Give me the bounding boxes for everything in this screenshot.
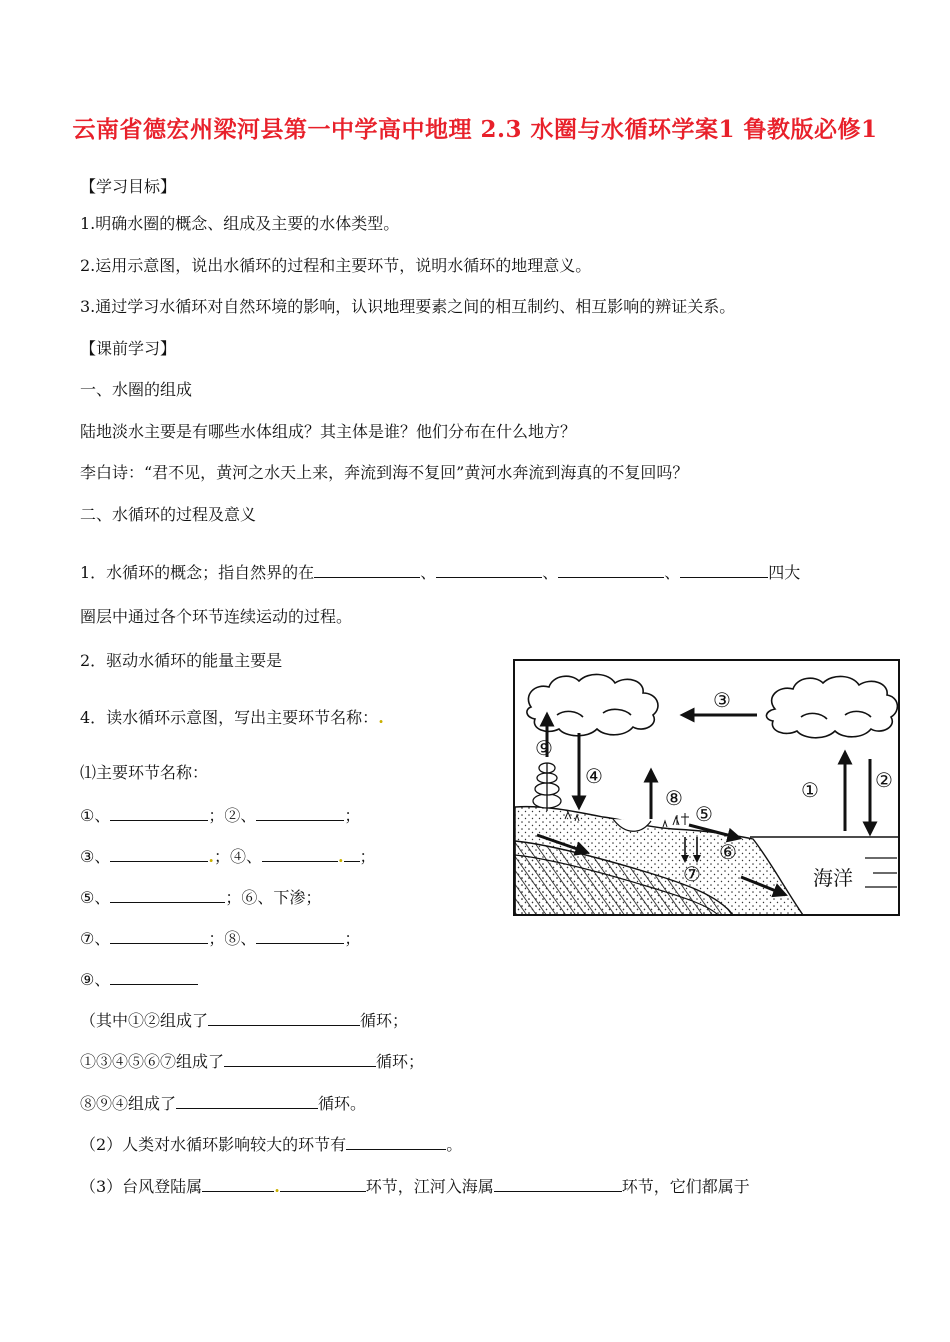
question-freshwater: 陆地淡水主要是有哪些水体组成？其主体是谁？他们分布在什么地方？ [80,422,577,441]
answer-row-1: ①、 ；②、 ； [80,806,361,825]
subquestion-1: ⑴主要环节名称： [80,763,209,782]
blank-cycle-2[interactable] [224,1050,376,1067]
blank-sphere-3[interactable] [558,561,664,578]
typhoon-question: （3）台风登陆属 . 环节，江河入海属 环节，它们都属于 [80,1177,750,1196]
blank-item-1[interactable] [110,804,208,821]
blank-sphere-2[interactable] [436,561,542,578]
answer-row-3: ⑤、 ；⑥、下渗； [80,888,322,907]
blank-item-7[interactable] [110,927,208,944]
label-7: ⑦ [683,862,701,886]
blank-typhoon-b[interactable] [280,1175,366,1192]
label-6: ⑥ [719,840,737,864]
answer-row-2: ③、 .；④、 . ； [80,847,376,866]
blank-human-impact[interactable] [346,1133,446,1150]
composition-2: ①③④⑤⑥⑦组成了 循环； [80,1052,425,1071]
blank-item-5[interactable] [110,886,225,903]
blank-item-3[interactable] [110,845,208,862]
label-4: ④ [585,764,603,788]
composition-3: ⑧⑨④组成了 循环。 [80,1094,367,1113]
energy-question: 2．驱动水循环的能量主要是 [80,651,283,670]
blank-cycle-3[interactable] [176,1092,318,1109]
concept-prefix: 1．水循环的概念；指自然界的在 [80,563,315,582]
blank-item-4[interactable] [262,845,338,862]
separator: 、 [420,563,437,582]
label-8: ⑧ [665,786,683,810]
goal-1: 1.明确水圈的概念、组成及主要的水体类型。 [80,214,400,233]
marker-dot: . [378,708,384,727]
human-impact-question: （2）人类对水循环影响较大的环节有 。 [80,1135,463,1154]
blank-sphere-1[interactable] [314,561,420,578]
concept-line-2: 圈层中通过各个环节连续运动的过程。 [80,607,353,626]
blank-cycle-1[interactable] [208,1009,360,1026]
concept-line [80,561,800,584]
label-2: ② [875,768,893,792]
document-title: 云南省德宏州梁河县第一中学高中地理 2.3 水圈与水循环学案1 鲁教版必修1 [72,116,878,143]
prestudy-heading: 【课前学习】 [80,339,177,358]
blank-item-8[interactable] [256,927,344,944]
separator: 、 [664,563,681,582]
water-cycle-diagram [513,659,900,916]
goals-heading: 【学习目标】 [80,177,177,196]
separator: 、 [542,563,559,582]
blank-river-sea[interactable] [494,1175,622,1192]
label-9: ⑨ [535,736,553,760]
label-5: ⑤ [695,802,713,826]
goal-2: 2.运用示意图，说出水循环的过程和主要环节，说明水循环的地理意义。 [80,256,592,275]
part1-heading: 一、水圈的组成 [80,380,193,399]
composition-1: （其中①②组成了 循环； [80,1011,409,1030]
concept-suffix: 四大 [768,563,801,582]
label-3: ③ [713,688,731,712]
read-diagram-instruction: 4．读水循环示意图，写出主要环节名称：. [80,708,384,727]
ocean-label: 海洋 [813,866,853,890]
part2-heading: 二、水循环的过程及意义 [80,505,257,524]
answer-row-4: ⑦、 ；⑧、 ； [80,929,361,948]
blank-typhoon-a[interactable] [202,1175,274,1192]
blank-item-9[interactable] [110,968,198,985]
question-libai: 李白诗：“君不见，黄河之水天上来，奔流到海不复回”黄河水奔流到海真的不复回吗？ [80,463,689,482]
blank-item-2[interactable] [256,804,344,821]
goal-3: 3.通过学习水循环对自然环境的影响，认识地理要素之间的相互制约、相互影响的辨证关系。 [80,297,736,316]
answer-row-5: ⑨、 [80,968,198,991]
blank-sphere-4[interactable] [680,561,768,578]
label-1: ① [801,778,819,802]
